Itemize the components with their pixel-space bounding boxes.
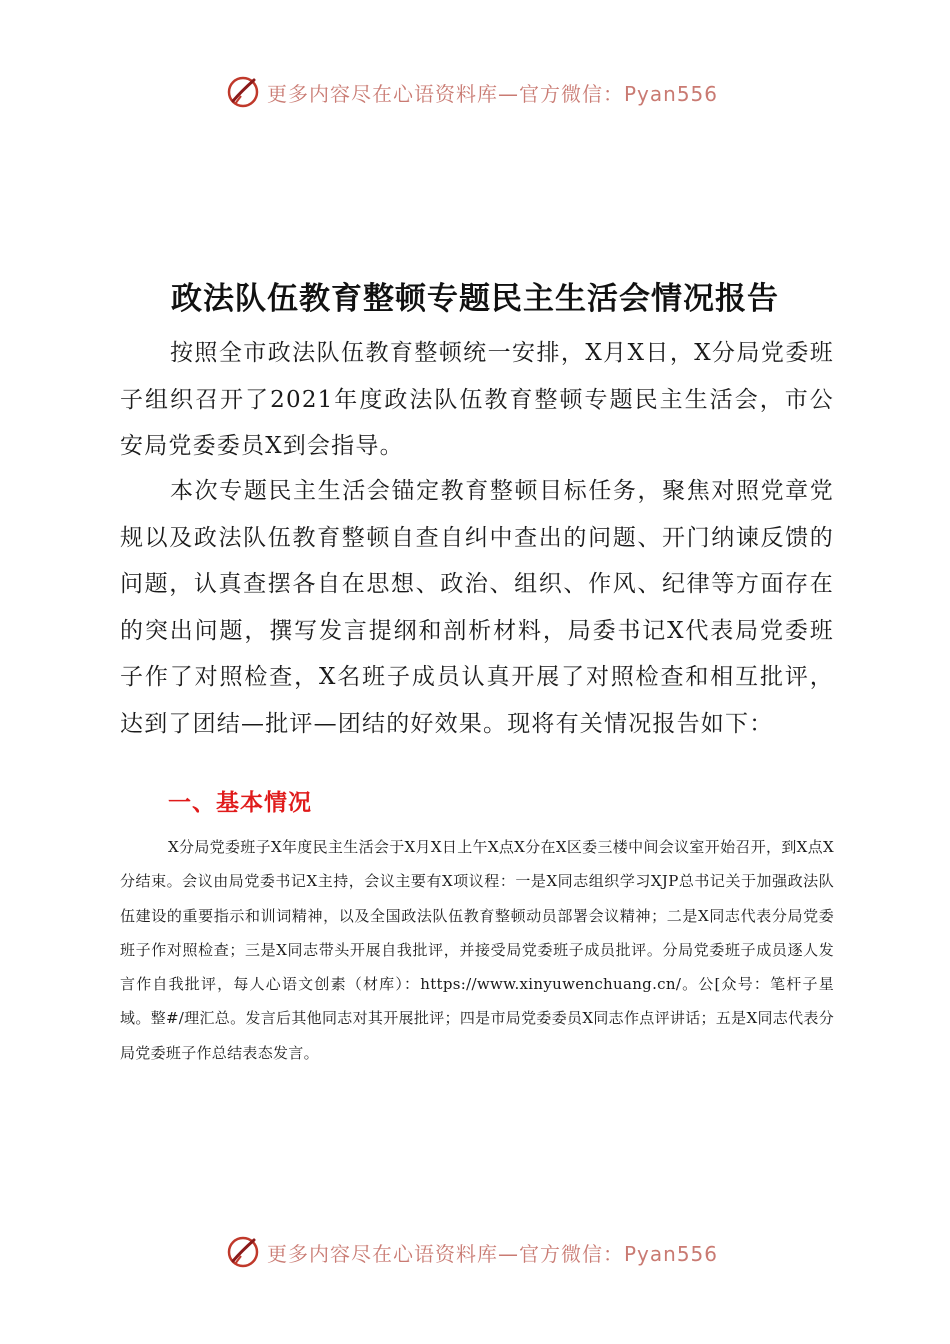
watermark-text: 更多内容尽在心语资料库—官方微信：Pyan556 (267, 1241, 719, 1266)
paragraph-summary: 本次专题民主生活会锚定教育整顿目标任务，聚焦对照党章党规以及政法队伍教育整顿自查自纠中查出的问题、开门纳谏反馈的问题，认真查摆各自在思想、政治、组织、作风、纪律等方面存在的突出问题，撰写发言提纲和剖析材料，局委书记X代表局党委班子作了对照检查，X名班子成员认真开展了对照检查和相互批评，达到了团结—批评—团结的好效果。现将有关情况报告如下： (120, 478, 834, 737)
pen-swoosh-logo-icon (225, 1234, 261, 1270)
paragraph-intro: 按照全市政法队伍教育整顿统一安排，X月X日，X分局党委班子组织召开了2021年度政法队伍教育整顿专题民主生活会，市公安局党委委员X到会指导。 (120, 340, 834, 459)
watermark-banner-bottom (225, 1232, 745, 1272)
section-heading-basic-situation: 一、基本情况 (168, 790, 312, 816)
section-body-basic-situation: X分局党委班子X年度民主生活会于X月X日上午X点X分在X区委三楼中间会议室开始召开，到X点X分结束。会议由局党委书记X主持，会议主要有X项议程：一是X同志组织学习XJP总书记关于加强政法队伍建设的重要指示和训词精神，以及全国政法队伍教育整顿动员部署会议精神；二是X同志代表分局党委班子作对照检查；三是X同志带头开展自我批评，并接受局党委班子成员批评。分局党委班子成员逐人发言作自我批评，每人心语文创素（材库）：https://www.xinyuwenchuang.cn/。公[众号：笔杆子星域。整#/理汇总。发言后其他同志对其开展批评；四是市局党委委员X同志作点评讲话；五是X同志代表分局党委班子作总结表态发言。 (120, 838, 834, 1062)
watermark-banner-top (225, 72, 745, 112)
document-title: 政法队伍教育整顿专题民主生活会情况报告 (171, 280, 779, 317)
pen-swoosh-logo-icon (225, 74, 261, 110)
watermark-text: 更多内容尽在心语资料库—官方微信：Pyan556 (267, 81, 719, 106)
